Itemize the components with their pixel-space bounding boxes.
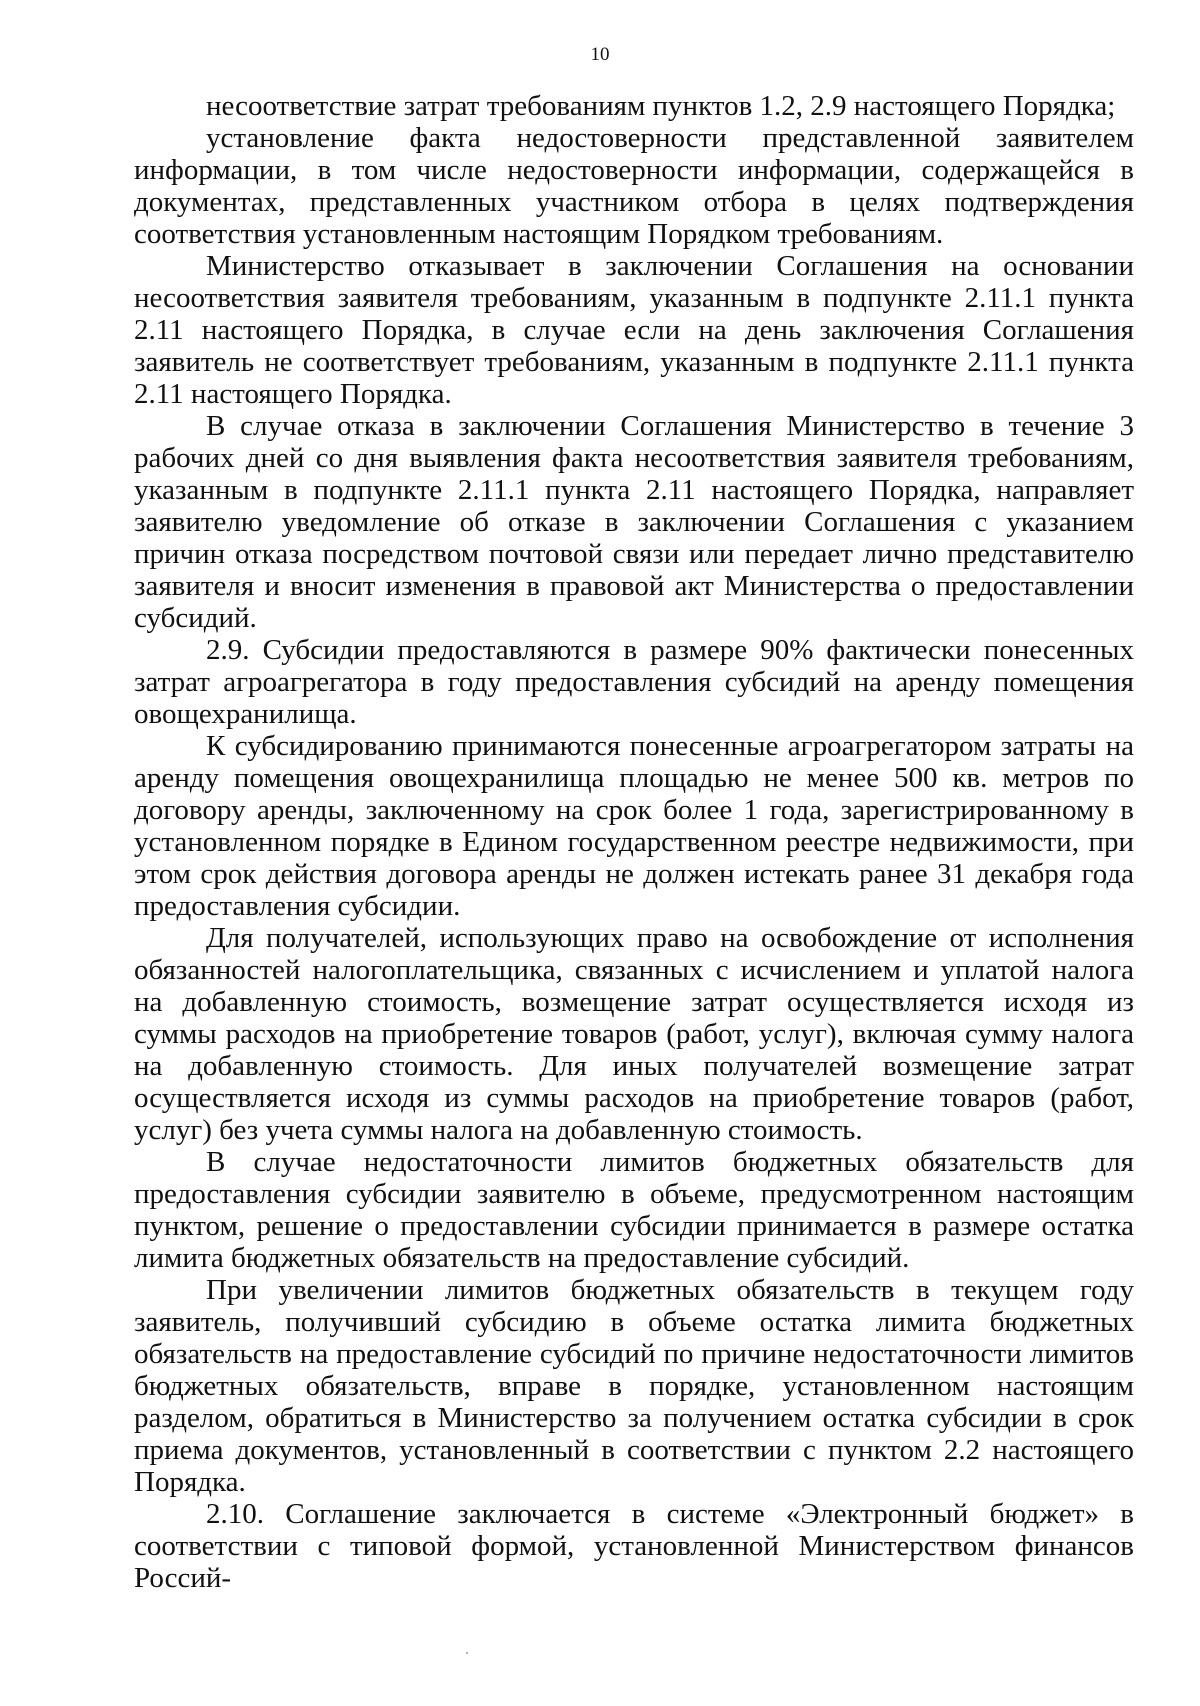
paragraph-limit-increase: При увеличении лимитов бюджетных обязательств в текущем году заявитель, получивший субсидию в объеме остатка лимита бюджетных обязательств на предоставление субсидий по причине недостаточности лимитов бюджетных обязательств, вправе в порядке, установленном настоящим разделом, обратиться в Министерство за получением остатка субсидии в срок приема документов, установленный в соответствии с пунктом 2.2 настоящего Порядка. [134, 1274, 1134, 1498]
paragraph-ministry-refusal: Министерство отказывает в заключении Соглашения на основании несоответствия заявителя требованиям, указанным в подпункте 2.11.1 пункта 2.11 настоящего Порядка, в случае если на день заключения Соглашения заявитель не соответствует требованиям, указанным в подпункте 2.11.1 пункта 2.11 настоящего Порядка. [134, 250, 1134, 410]
paragraph-vat-rules: Для получателей, использующих право на освобождение от исполнения обязанностей налогоплательщика, связанных с исчислением и уплатой налога на добавленную стоимость, возмещение затрат осуществляется исходя из суммы расходов на приобретение товаров (работ, услуг), включая сумму налога на добавленную стоимость. Для иных получателей возмещение затрат осуществляется исходя из суммы расходов на приобретение товаров (работ, услуг) без учета суммы налога на добавленную стоимость. [134, 922, 1134, 1146]
paragraph-limit-shortage: В случае недостаточности лимитов бюджетных обязательств для предоставления субсидии заявителю в объеме, предусмотренном настоящим пунктом, решение о предоставлении субсидии принимается в размере остатка лимита бюджетных обязательств на предоставление субсидий. [134, 1146, 1134, 1274]
document-body [134, 90, 1134, 1594]
paragraph-2-9-subsidy-size: 2.9. Субсидии предоставляются в размере 90% фактически понесенных затрат агроагрегатора в году предоставления субсидий на аренду помещения овощехранилища. [134, 634, 1134, 730]
scan-speck [466, 1652, 468, 1654]
paragraph-false-information: установление факта недостоверности представленной заявителем информации, в том числе недостоверности информации, содержащейся в документах, представленных участником отбора в целях подтверждения соответствия установленным настоящим Порядком требованиям. [134, 122, 1134, 250]
page-number: 10 [590, 44, 610, 65]
paragraph-accepted-costs: К субсидированию принимаются понесенные агроагрегатором затраты на аренду помещения овощехранилища площадью не менее 500 кв. метров по договору аренды, заключенному на срок более 1 года, зарегистрированному в установленном порядке в Едином государственном реестре недвижимости, при этом срок действия договора аренды не должен истекать ранее 31 декабря года предоставления субсидии. [134, 730, 1134, 922]
paragraph-refusal-notice: В случае отказа в заключении Соглашения Министерство в течение 3 рабочих дней со дня выявления факта несоответствия заявителя требованиям, указанным в подпункте 2.11.1 пункта 2.11 настоящего Порядка, направляет заявителю уведомление об отказе в заключении Соглашения с указанием причин отказа посредством почтовой связи или передает лично представителю заявителя и вносит изменения в правовой акт Министерства о предоставлении субсидий. [134, 410, 1134, 634]
paragraph-2-10-agreement: 2.10. Соглашение заключается в системе «Электронный бюджет» в соответствии с типовой формой, установленной Министерством финансов Россий- [134, 1498, 1134, 1594]
paragraph-cost-mismatch: несоответствие затрат требованиям пунктов 1.2, 2.9 настоящего Порядка; [206, 90, 1116, 122]
